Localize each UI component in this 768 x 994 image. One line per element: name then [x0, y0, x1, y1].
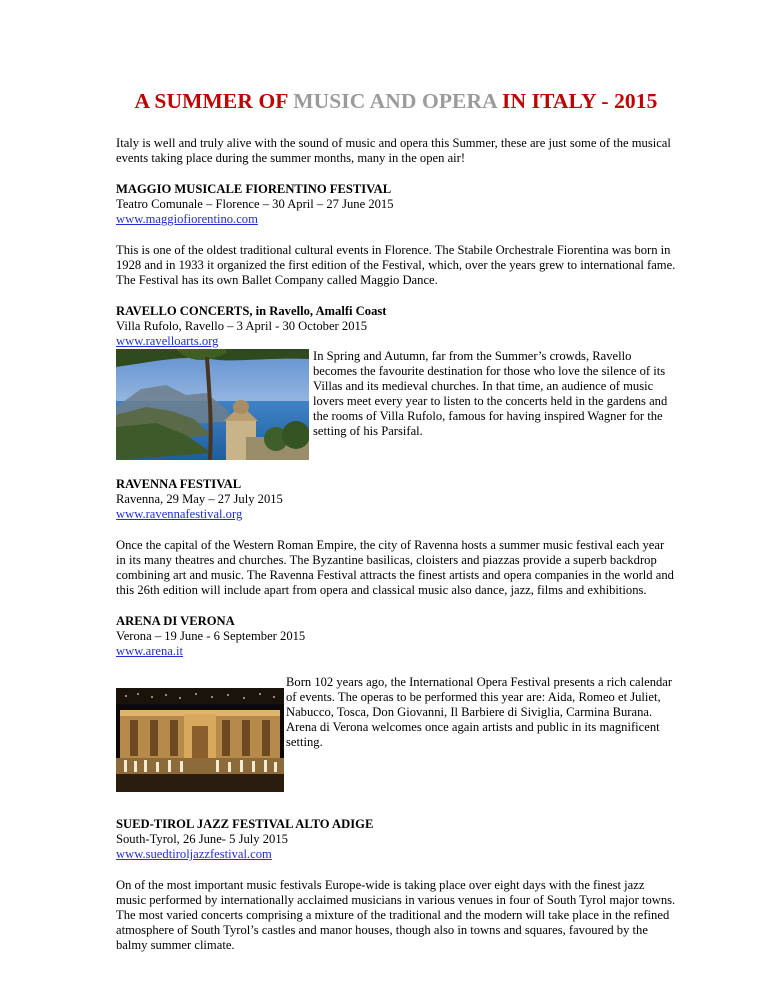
festival-suedtirol [116, 817, 676, 862]
festival-description: This is one of the oldest traditional cultural events in Florence. The Stabile Orchestrale Fiorentina was born in 1928 and in 1933 it organized the first edition of the Festival, which, over the years grew to international fame. The Festival has its own Ballet Company called Maggio Dance. [116, 243, 676, 287]
festival-description: Born 102 years ago, the International Opera Festival presents a rich calendar of events. The operas to be performed this year are: Aida, Romeo et Juliet, Nabucco, Tosca, Don Giovanni, Il Barbiere di Siviglia, Carmina Burana. Arena di Verona welcomes once again artists and public in its magnificent setting. [286, 675, 673, 749]
festival-heading: SUED-TIROL JAZZ FESTIVAL ALTO ADIGE [116, 817, 374, 831]
ravello-coast-photo [116, 349, 309, 460]
title-part-gray: MUSIC AND OPERA [293, 89, 497, 113]
festival-details: Teatro Comunale – Florence – 30 April – 27 June 2015 [116, 197, 394, 211]
ravello-media-row [116, 349, 676, 469]
festival-link[interactable]: www.ravelloarts.org [116, 334, 219, 348]
festival-details: Ravenna, 29 May – 27 July 2015 [116, 492, 283, 506]
festival-heading: ARENA DI VERONA [116, 614, 235, 628]
festival-link[interactable]: www.suedtiroljazzfestival.com [116, 847, 272, 861]
festival-details: Verona – 19 June - 6 September 2015 [116, 629, 306, 643]
title-part-red-2: IN ITALY - 2015 [496, 89, 658, 113]
festival-heading: MAGGIO MUSICALE FIORENTINO FESTIVAL [116, 182, 392, 196]
festival-link[interactable]: www.arena.it [116, 644, 184, 658]
festival-description: In Spring and Autumn, far from the Summer’s crowds, Ravello becomes the favourite destination for those who love the silence of its Villas and its medieval churches. In that time, an audience of music lovers meet every year to listen to the concerts held in the gardens and the rooms of Villa Rufolo, famous for having inspired Wagner for the setting of his Parsifal. [313, 349, 668, 438]
page-title [116, 88, 676, 114]
title-part-red-1: A SUMMER OF [134, 89, 294, 113]
festival-link[interactable]: www.maggiofiorentino.com [116, 212, 258, 226]
festival-heading: RAVENNA FESTIVAL [116, 477, 242, 491]
festival-heading: RAVELLO CONCERTS, in Ravello, Amalfi Coast [116, 304, 387, 318]
festival-verona [116, 614, 676, 659]
festival-description: Once the capital of the Western Roman Empire, the city of Ravenna hosts a summer music festival each year in its many theatres and churches. The Byzantine basilicas, cloisters and piazzas provide a superb backdrop combining art and music. The Ravenna Festival attracts the finest artists and opera companies in the world and this 26th edition will include apart from opera and classical music also dance, jazz, films and exhibitions. [116, 538, 674, 597]
festival-description: On of the most important music festivals Europe-wide is taking place over eight days with the finest jazz music performed by internationally acclaimed musicians in various venues in four of South Tyrol major towns. The most varied concerts comprising a mixture of the traditional and the modern will take place in the refined atmosphere of South Tyrol’s castles and manor houses, though also in towns and squares, favoured by the balmy summer climate. [116, 878, 676, 952]
intro-paragraph: Italy is well and truly alive with the sound of music and opera this Summer, these are just some of the musical events taking place during the summer months, many in the open air! [116, 136, 671, 165]
festival-ravenna [116, 477, 676, 522]
festival-details: Villa Rufolo, Ravello – 3 April - 30 October 2015 [116, 319, 368, 333]
festival-maggio [116, 182, 676, 227]
festival-details: South-Tyrol, 26 June- 5 July 2015 [116, 832, 288, 846]
arena-stage-illustration [116, 688, 284, 792]
arena-stage-photo [116, 688, 284, 792]
festival-ravello [116, 304, 676, 349]
document-page [116, 88, 676, 969]
festival-link[interactable]: www.ravennafestival.org [116, 507, 243, 521]
verona-media-row [116, 675, 676, 799]
ravello-coast-illustration [116, 349, 309, 460]
